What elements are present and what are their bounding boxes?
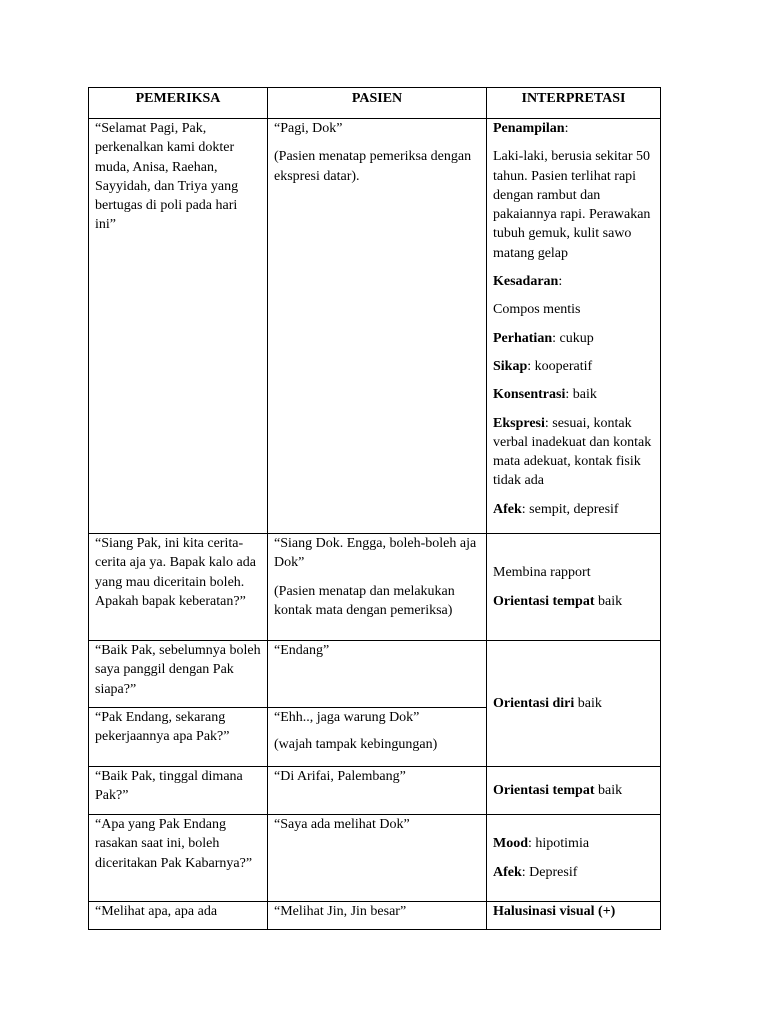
interpretasi-line: Orientasi tempat baik <box>493 593 623 609</box>
interpretasi-line: Perhatian: cukup <box>493 330 594 346</box>
header-row <box>89 88 661 119</box>
pemeriksa-cell <box>89 534 268 641</box>
pasien-quote: “Saya ada melihat Dok” <box>274 817 410 832</box>
interpretasi-line: Orientasi tempat baik <box>493 782 623 798</box>
pasien-cell <box>268 119 487 534</box>
pemeriksa-cell <box>89 119 268 534</box>
pasien-quote: “Pagi, Dok” <box>274 121 343 136</box>
interview-table <box>88 87 661 930</box>
pemeriksa-text: “Baik Pak, tinggal dimana Pak?” <box>95 769 243 804</box>
table-row <box>89 641 661 708</box>
pasien-cell <box>268 902 487 930</box>
interpretasi-line: Orientasi diri baik <box>493 695 602 711</box>
pemeriksa-text: “Melihat apa, apa ada <box>95 904 218 919</box>
pasien-note: (Pasien menatap pemeriksa dengan ekspresi datar). <box>274 149 472 184</box>
pemeriksa-cell <box>89 902 268 930</box>
pasien-cell <box>268 708 487 767</box>
pasien-cell <box>268 534 487 641</box>
interpretasi-cell <box>487 767 661 815</box>
pasien-quote: “Endang” <box>274 643 330 658</box>
interpretasi-cell <box>487 641 661 767</box>
pemeriksa-cell <box>89 767 268 815</box>
interpretasi-line: Compos mentis <box>493 302 581 318</box>
interpretasi-cell <box>487 534 661 641</box>
interpretasi-line: Afek: Depresif <box>493 864 578 880</box>
table-row <box>89 119 661 534</box>
pasien-cell <box>268 767 487 815</box>
pasien-quote: “Siang Dok. Engga, boleh-boleh aja Dok” <box>274 536 477 571</box>
pemeriksa-text: “Selamat Pagi, Pak, perkenalkan kami dokter muda, Anisa, Raehan, Sayyidah, dan Triya yang bertugas di poli pada hari ini” <box>95 121 239 233</box>
pemeriksa-cell <box>89 815 268 902</box>
pemeriksa-cell <box>89 641 268 708</box>
interpretasi-line: Mood: hipotimia <box>493 836 590 852</box>
table-row <box>89 902 661 930</box>
pasien-cell <box>268 815 487 902</box>
table-row <box>89 815 661 902</box>
interpretasi-line: Laki-laki, berusia sekitar 50 tahun. Pasien terlihat rapi dengan rambut dan pakaiannya rapi. Perawakan tubuh gemuk, kulit sawo matang gelap <box>493 149 651 261</box>
pemeriksa-cell <box>89 708 268 767</box>
pemeriksa-text: “Baik Pak, sebelumnya boleh saya panggil dengan Pak siapa?” <box>95 643 261 697</box>
interpretasi-line: Afek: sempit, depresif <box>493 501 619 517</box>
interpretasi-line: Konsentrasi: baik <box>493 387 597 403</box>
pemeriksa-text: “Apa yang Pak Endang rasakan saat ini, boleh diceritakan Pak Kabarnya?” <box>95 817 253 871</box>
interpretasi-line: Halusinasi visual (+) <box>493 904 616 919</box>
interpretasi-line: Kesadaran: <box>493 274 563 290</box>
pasien-quote: “Di Arifai, Palembang” <box>274 769 406 784</box>
table-row <box>89 767 661 815</box>
interpretasi-line: Sikap: kooperatif <box>493 358 593 374</box>
pasien-quote: “Ehh.., jaga warung Dok” <box>274 710 420 725</box>
interpretasi-line: Membina rapport <box>493 565 591 581</box>
pasien-cell <box>268 641 487 708</box>
pasien-note: (wajah tampak kebingungan) <box>274 737 438 753</box>
pasien-note: (Pasien menatap dan melakukan kontak mata dengan pemeriksa) <box>274 583 455 618</box>
interpretasi-cell <box>487 119 661 534</box>
table-row <box>89 534 661 641</box>
interpretasi-line: Ekspresi: sesuai, kontak verbal inadekuat dan kontak mata adekuat, kontak fisik tidak ada <box>493 415 652 489</box>
pasien-quote: “Melihat Jin, Jin besar” <box>274 904 407 919</box>
header-pemeriksa: PEMERIKSA <box>89 88 268 119</box>
pemeriksa-text: “Pak Endang, sekarang pekerjaannya apa Pak?” <box>95 710 230 745</box>
interpretasi-cell <box>487 902 661 930</box>
header-pasien: PASIEN <box>268 88 487 119</box>
header-interpretasi: INTERPRETASI <box>487 88 661 119</box>
interpretasi-line: Penampilan: <box>493 121 569 136</box>
interpretasi-cell <box>487 815 661 902</box>
pemeriksa-text: “Siang Pak, ini kita cerita-cerita aja ya. Bapak kalo ada yang mau diceritain boleh. Apakah bapak keberatan?” <box>95 536 256 609</box>
